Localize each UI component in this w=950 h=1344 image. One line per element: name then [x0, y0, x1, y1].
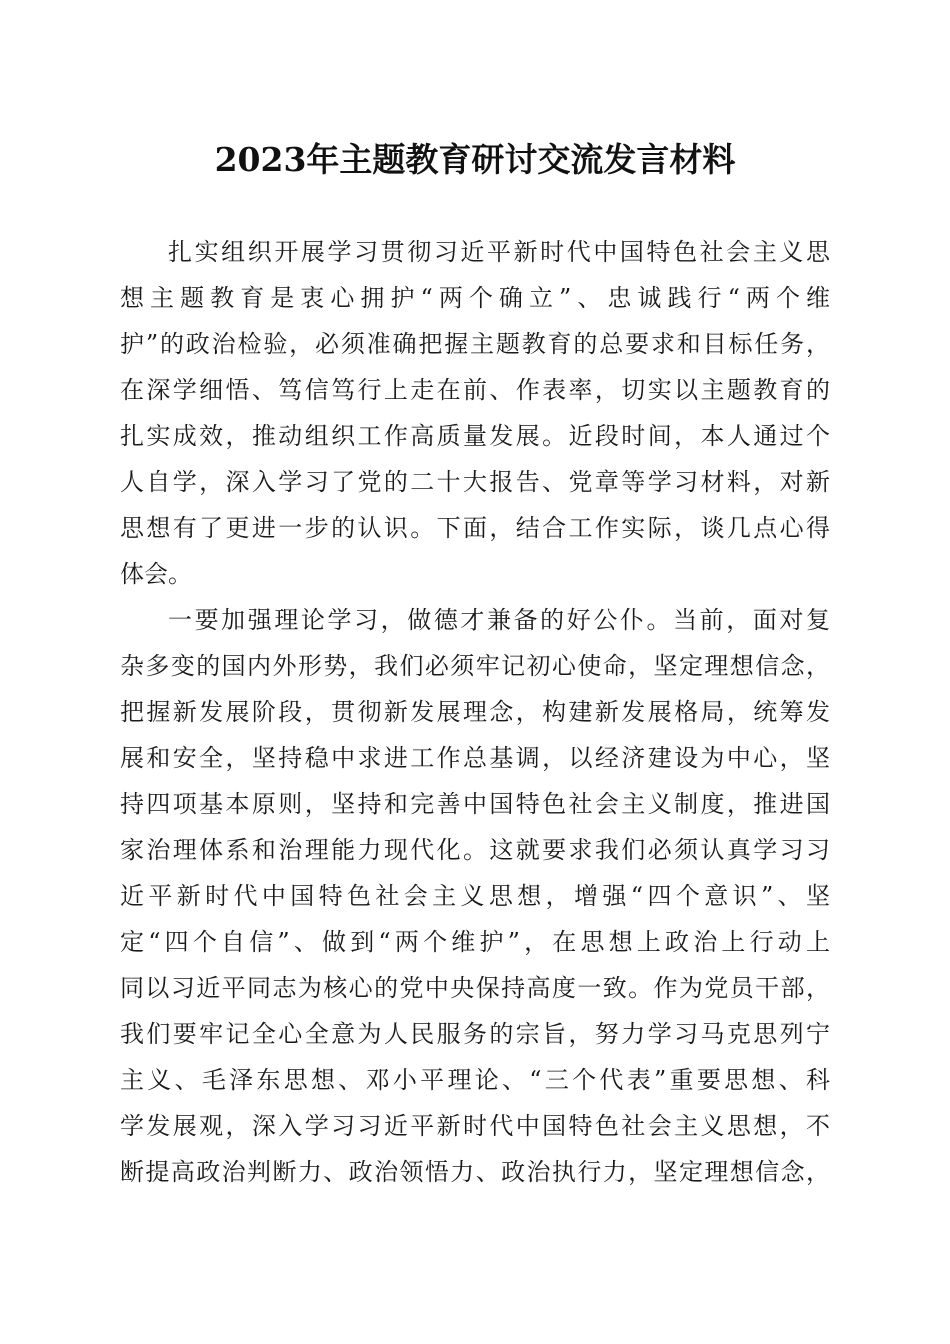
paragraph-2-line: 同以习近平同志为核心的党中央保持高度一致。作为党员干部， — [120, 974, 830, 1002]
paragraph-1-line: 护”的政治检验，必须准确把握主题教育的总要求和目标任务， — [120, 330, 830, 358]
paragraph-2-line: 一要加强理论学习，做德才兼备的好公仆。当前，面对复 — [168, 606, 830, 634]
paragraph-1-line: 思想有了更进一步的认识。下面，结合工作实际，谈几点心得 — [120, 514, 830, 542]
paragraph-1-line: 体会。 — [120, 560, 192, 588]
paragraph-2-line: 定“四个自信”、做到“两个维护”，在思想上政治上行动上 — [120, 928, 830, 956]
paragraph-1-line: 扎实成效，推动组织工作高质量发展。近段时间，本人通过个 — [120, 422, 830, 450]
paragraph-2-line: 展和安全，坚持稳中求进工作总基调，以经济建设为中心，坚 — [120, 744, 830, 772]
paragraph-2-line: 主义、毛泽东思想、邓小平理论、“三个代表”重要思想、科 — [120, 1066, 830, 1094]
paragraph-2-line: 杂多变的国内外形势，我们必须牢记初心使命，坚定理想信念， — [120, 652, 830, 680]
paragraph-2-line: 学发展观，深入学习习近平新时代中国特色社会主义思想，不 — [120, 1112, 830, 1140]
document-title: 2023年主题教育研讨交流发言材料 — [214, 140, 736, 179]
paragraph-2-line: 近平新时代中国特色社会主义思想，增强“四个意识”、坚 — [120, 882, 830, 910]
document-body — [120, 232, 830, 1198]
paragraph-2-line: 家治理体系和治理能力现代化。这就要求我们必须认真学习习 — [120, 836, 830, 864]
paragraph-2-line: 把握新发展阶段，贯彻新发展理念，构建新发展格局，统筹发 — [120, 698, 830, 726]
paragraph-1-line: 人自学，深入学习了党的二十大报告、党章等学习材料，对新 — [120, 468, 830, 496]
paragraph-2-line: 持四项基本原则，坚持和完善中国特色社会主义制度，推进国 — [120, 790, 830, 818]
paragraph-1-line: 在深学细悟、笃信笃行上走在前、作表率，切实以主题教育的 — [120, 376, 830, 404]
paragraph-1-line: 扎实组织开展学习贯彻习近平新时代中国特色社会主义思 — [168, 238, 830, 266]
paragraph-2-line: 我们要牢记全心全意为人民服务的宗旨，努力学习马克思列宁 — [120, 1020, 830, 1048]
paragraph-1-line: 想主题教育是衷心拥护“两个确立”、忠诚践行“两个维 — [120, 284, 830, 312]
paragraph-2-line: 断提高政治判断力、政治领悟力、政治执行力，坚定理想信念， — [120, 1158, 830, 1186]
